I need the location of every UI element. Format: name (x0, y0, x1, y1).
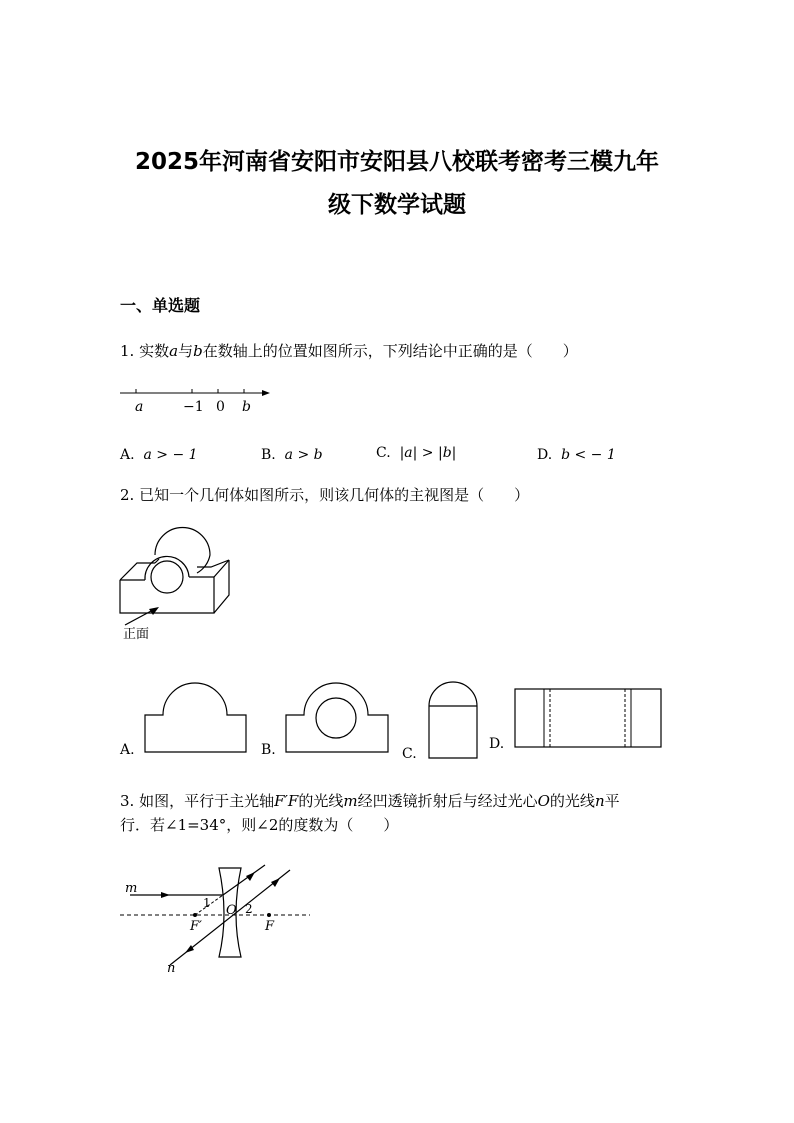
angle-label-1: 1 (203, 896, 211, 910)
option-d[interactable]: D. b < − 1 (537, 447, 616, 463)
focus-label-f: F (265, 919, 275, 934)
view-option-d (514, 688, 664, 750)
question-number: 1. (120, 342, 135, 360)
ray-label-m: m (125, 881, 138, 896)
ray-label-n: n (167, 961, 176, 976)
section-heading: 一、单选题 (120, 296, 201, 315)
view-option-c (427, 680, 482, 762)
var-b: b (193, 342, 203, 360)
question-text: 在数轴上的位置如图所示，下列结论中正确的是（ ） (202, 342, 578, 360)
var-a: a (169, 342, 179, 360)
option-c[interactable]: C. (402, 746, 417, 762)
page-title-line1: 2025年河南省安阳市安阳县八校联考密考三模九年 (134, 149, 659, 175)
page-title-line2: 级下数学试题 (328, 192, 466, 218)
option-b[interactable]: B. a > b (261, 447, 323, 463)
question-text: 已知一个几何体如图所示，则该几何体的主视图是（ ） (139, 486, 530, 504)
front-label: 正面 (123, 627, 150, 642)
question-1 (120, 341, 578, 361)
option-text: a > − 1 (143, 447, 198, 463)
option-d[interactable]: D. (489, 736, 505, 752)
option-text: b < − 1 (561, 447, 616, 463)
option-a[interactable]: A. a > − 1 (120, 447, 198, 463)
option-a[interactable]: A. (120, 742, 135, 758)
axis-label-zero: 0 (216, 399, 225, 415)
angle-label-2: 2 (245, 902, 253, 916)
view-option-b (286, 682, 391, 757)
number-line-figure (115, 383, 275, 418)
option-b[interactable]: B. (261, 742, 276, 758)
option-c[interactable]: C. |a| > |b| (376, 445, 457, 461)
option-text: |a| > |b| (399, 445, 457, 461)
solid-figure (115, 525, 240, 645)
question-text: 实数 (139, 342, 170, 360)
focus-label-fprime: F′ (190, 919, 202, 934)
question-number: 3. (120, 792, 135, 810)
option-text: a > b (284, 447, 323, 463)
question-3-line1: 3. 如图，平行于主光轴F′F的光线m经凹透镜折射后与经过光心O的光线n平 (120, 792, 620, 810)
question-text: 与 (178, 342, 194, 360)
axis-label-a: a (135, 399, 144, 415)
axis-label-minus-one: −1 (183, 399, 204, 415)
axis-label-b: b (242, 399, 251, 415)
center-label-o: O (226, 903, 237, 918)
view-option-a (145, 680, 250, 755)
question-2 (120, 485, 529, 505)
question-3-line2: 行．若∠1=34°，则∠2的度数为（ ） (120, 816, 399, 834)
question-number: 2. (120, 486, 135, 504)
lens-figure (115, 860, 315, 980)
